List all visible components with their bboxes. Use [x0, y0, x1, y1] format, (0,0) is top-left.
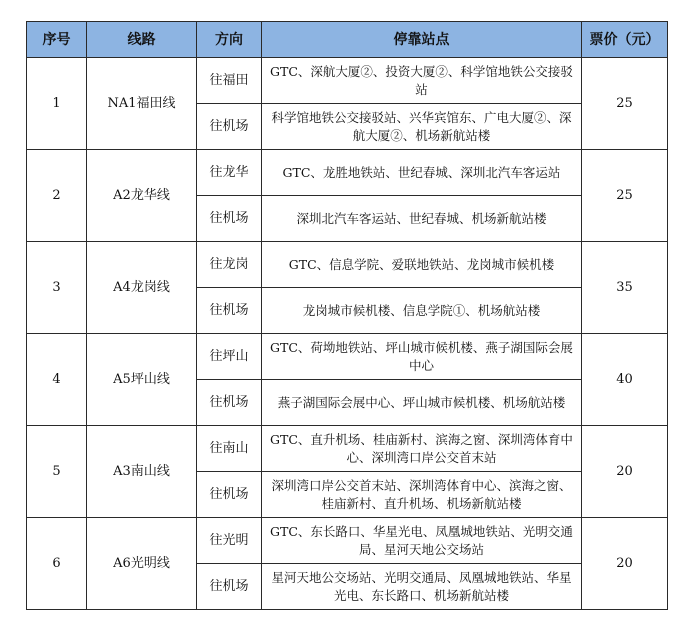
stops-cell: 深圳湾口岸公交首末站、深圳湾体育中心、滨海之窗、桂庙新村、直升机场、机场新航站楼 [262, 472, 582, 518]
stops-cell: GTC、信息学院、爱联地铁站、龙岗城市候机楼 [262, 242, 582, 288]
direction-cell: 往南山 [197, 426, 262, 472]
header-line: 线路 [87, 22, 197, 58]
direction-cell: 往龙华 [197, 150, 262, 196]
table-row [27, 426, 668, 472]
direction-cell: 往龙岗 [197, 242, 262, 288]
price-cell: 20 [582, 426, 668, 518]
row-number: 4 [27, 334, 87, 426]
direction-cell: 往机场 [197, 472, 262, 518]
header-price: 票价（元） [582, 22, 668, 58]
stops-cell: 深圳北汽车客运站、世纪春城、机场新航站楼 [262, 196, 582, 242]
direction-cell: 往坪山 [197, 334, 262, 380]
stops-cell: GTC、东长路口、华星光电、凤凰城地铁站、光明交通局、星河天地公交场站 [262, 518, 582, 564]
stops-cell: GTC、龙胜地铁站、世纪春城、深圳北汽车客运站 [262, 150, 582, 196]
direction-cell: 往机场 [197, 196, 262, 242]
row-number: 1 [27, 58, 87, 150]
row-number: 2 [27, 150, 87, 242]
stops-cell: GTC、深航大厦②、投资大厦②、科学馆地铁公交接驳站 [262, 58, 582, 104]
direction-cell: 往福田 [197, 58, 262, 104]
line-name: A4龙岗线 [87, 242, 197, 334]
table-row [27, 518, 668, 564]
row-number: 3 [27, 242, 87, 334]
table-row [27, 58, 668, 104]
line-name: A2龙华线 [87, 150, 197, 242]
line-name: NA1福田线 [87, 58, 197, 150]
table-row [27, 334, 668, 380]
header-direction: 方向 [197, 22, 262, 58]
header-stops: 停靠站点 [262, 22, 582, 58]
stops-cell: 龙岗城市候机楼、信息学院①、机场航站楼 [262, 288, 582, 334]
stops-cell: 科学馆地铁公交接驳站、兴华宾馆东、广电大厦②、深航大厦②、机场新航站楼 [262, 104, 582, 150]
stops-cell: GTC、荷坳地铁站、坪山城市候机楼、燕子湖国际会展中心 [262, 334, 582, 380]
bus-route-table [26, 21, 668, 610]
price-cell: 35 [582, 242, 668, 334]
direction-cell: 往光明 [197, 518, 262, 564]
line-name: A6光明线 [87, 518, 197, 610]
price-cell: 40 [582, 334, 668, 426]
direction-cell: 往机场 [197, 380, 262, 426]
stops-cell: 燕子湖国际会展中心、坪山城市候机楼、机场航站楼 [262, 380, 582, 426]
price-cell: 25 [582, 150, 668, 242]
table-row [27, 242, 668, 288]
price-cell: 25 [582, 58, 668, 150]
line-name: A3南山线 [87, 426, 197, 518]
line-name: A5坪山线 [87, 334, 197, 426]
row-number: 6 [27, 518, 87, 610]
stops-cell: GTC、直升机场、桂庙新村、滨海之窗、深圳湾体育中心、深圳湾口岸公交首末站 [262, 426, 582, 472]
direction-cell: 往机场 [197, 288, 262, 334]
table-row [27, 150, 668, 196]
stops-cell: 星河天地公交场站、光明交通局、凤凰城地铁站、华星光电、东长路口、机场新航站楼 [262, 564, 582, 610]
direction-cell: 往机场 [197, 564, 262, 610]
header-row [27, 22, 668, 58]
direction-cell: 往机场 [197, 104, 262, 150]
header-number: 序号 [27, 22, 87, 58]
row-number: 5 [27, 426, 87, 518]
price-cell: 20 [582, 518, 668, 610]
